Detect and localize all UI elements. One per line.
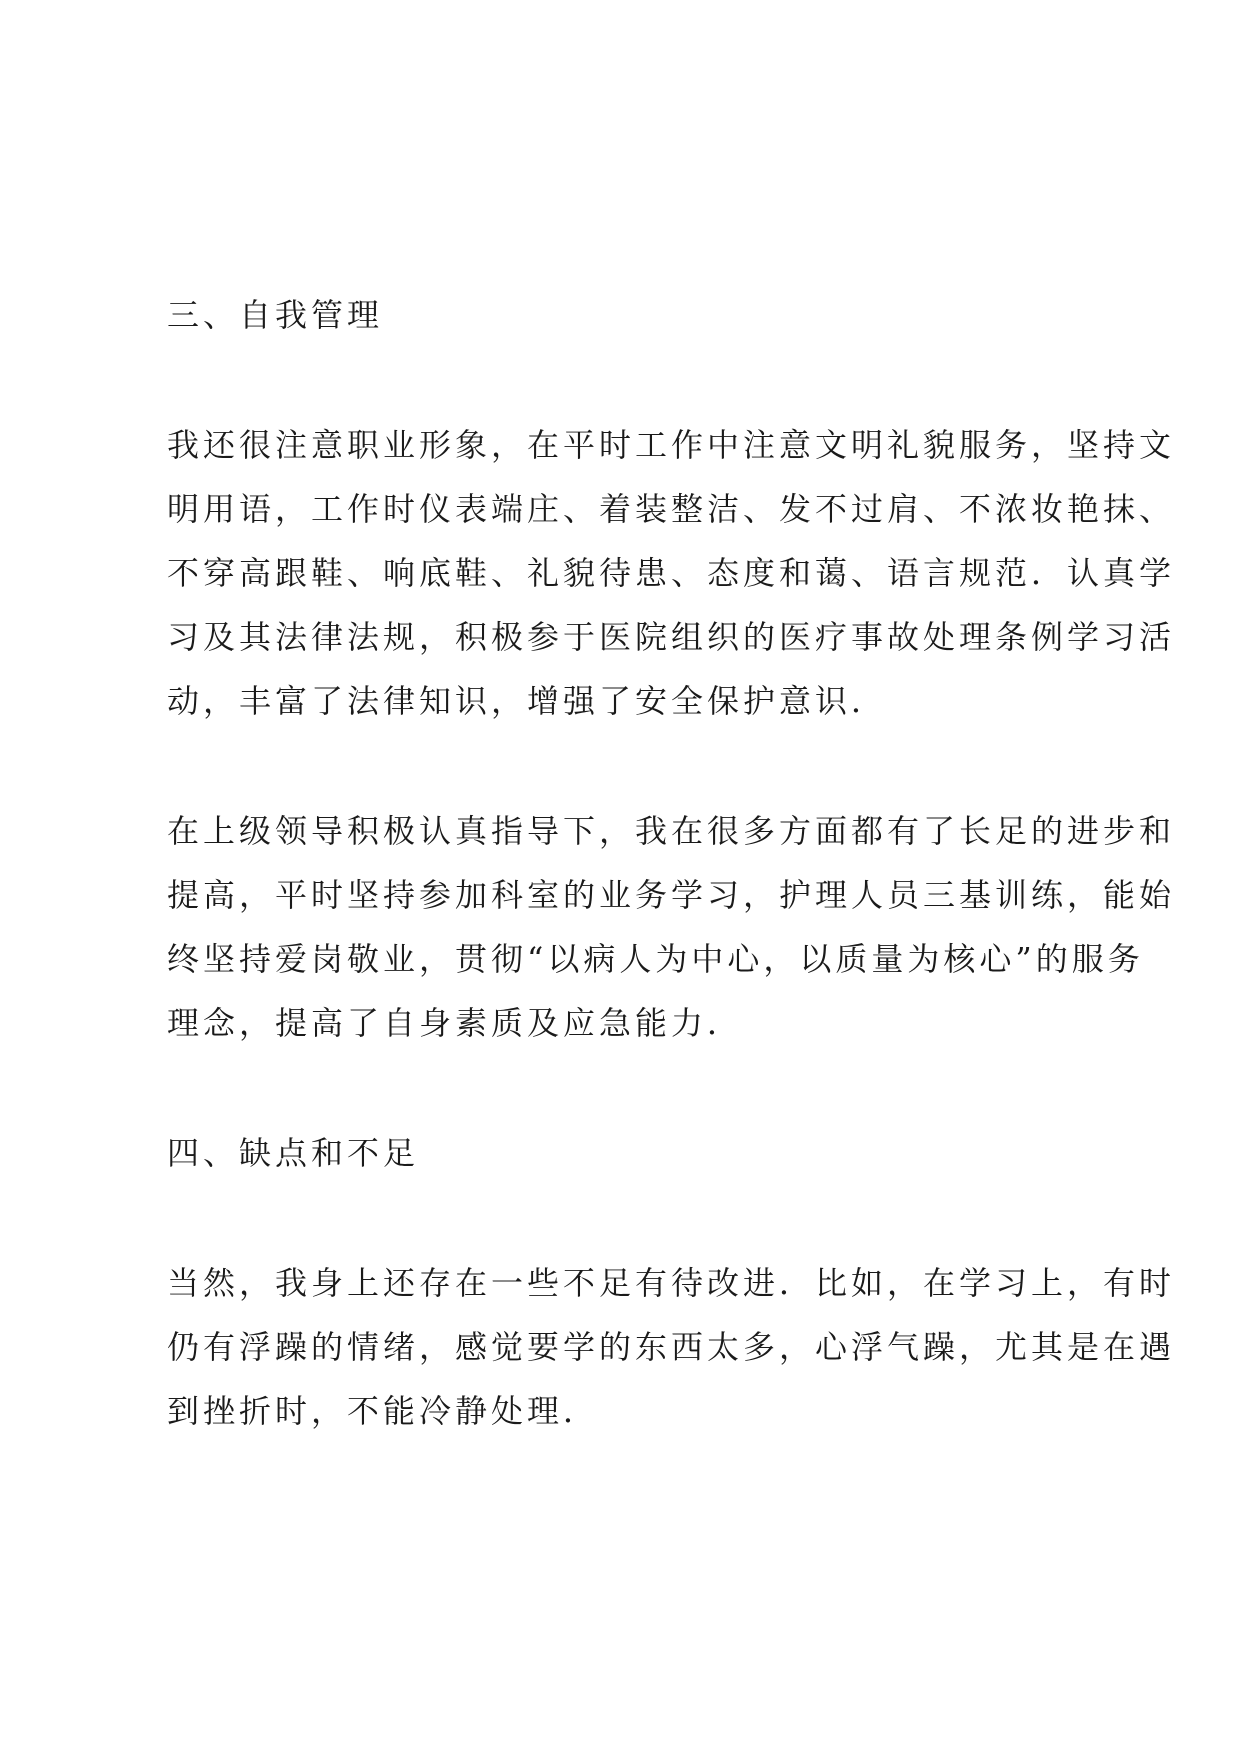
paragraph-spacer	[167, 733, 1097, 799]
paragraph-spacer	[167, 1055, 1097, 1121]
paragraph-progress	[167, 799, 1176, 1055]
text-line: 到挫折时，不能冷静处理．	[167, 1392, 600, 1430]
text-line: 不穿高跟鞋、响底鞋、礼貌待患、态度和蔼、语言规范．认真学	[167, 554, 1176, 592]
text-line: 提高，平时坚持参加科室的业务学习，护理人员三基训练，能始	[167, 876, 1176, 914]
text-line: 我还很注意职业形象，在平时工作中注意文明礼貌服务，坚持文	[167, 426, 1176, 464]
section-heading-self-management: 三、自我管理	[167, 296, 384, 334]
section-heading-shortcomings: 四、缺点和不足	[167, 1134, 420, 1172]
paragraph-spacer	[167, 347, 1097, 413]
text-line: 在上级领导积极认真指导下，我在很多方面都有了长足的进步和	[167, 812, 1176, 850]
text-line: 动，丰富了法律知识，增强了安全保护意识．	[167, 682, 888, 720]
text-line: 明用语，工作时仪表端庄、着装整洁、发不过肩、不浓妆艳抹、	[167, 490, 1176, 528]
paragraph-professional-image	[167, 413, 1176, 733]
text-line: 仍有浮躁的情绪，感觉要学的东西太多，心浮气躁，尤其是在遇	[167, 1328, 1176, 1366]
text-line: 当然，我身上还存在一些不足有待改进．比如，在学习上，有时	[167, 1264, 1176, 1302]
paragraph-spacer	[167, 1185, 1097, 1251]
paragraph-improvements	[167, 1251, 1176, 1443]
text-line: 习及其法律法规，积极参于医院组织的医疗事故处理条例学习活	[167, 618, 1176, 656]
text-line: 理念，提高了自身素质及应急能力．	[167, 1004, 744, 1042]
text-line: 终坚持爱岗敬业，贯彻“以病人为中心，以质量为核心”的服务	[167, 940, 1144, 978]
document-body	[167, 283, 1176, 1443]
